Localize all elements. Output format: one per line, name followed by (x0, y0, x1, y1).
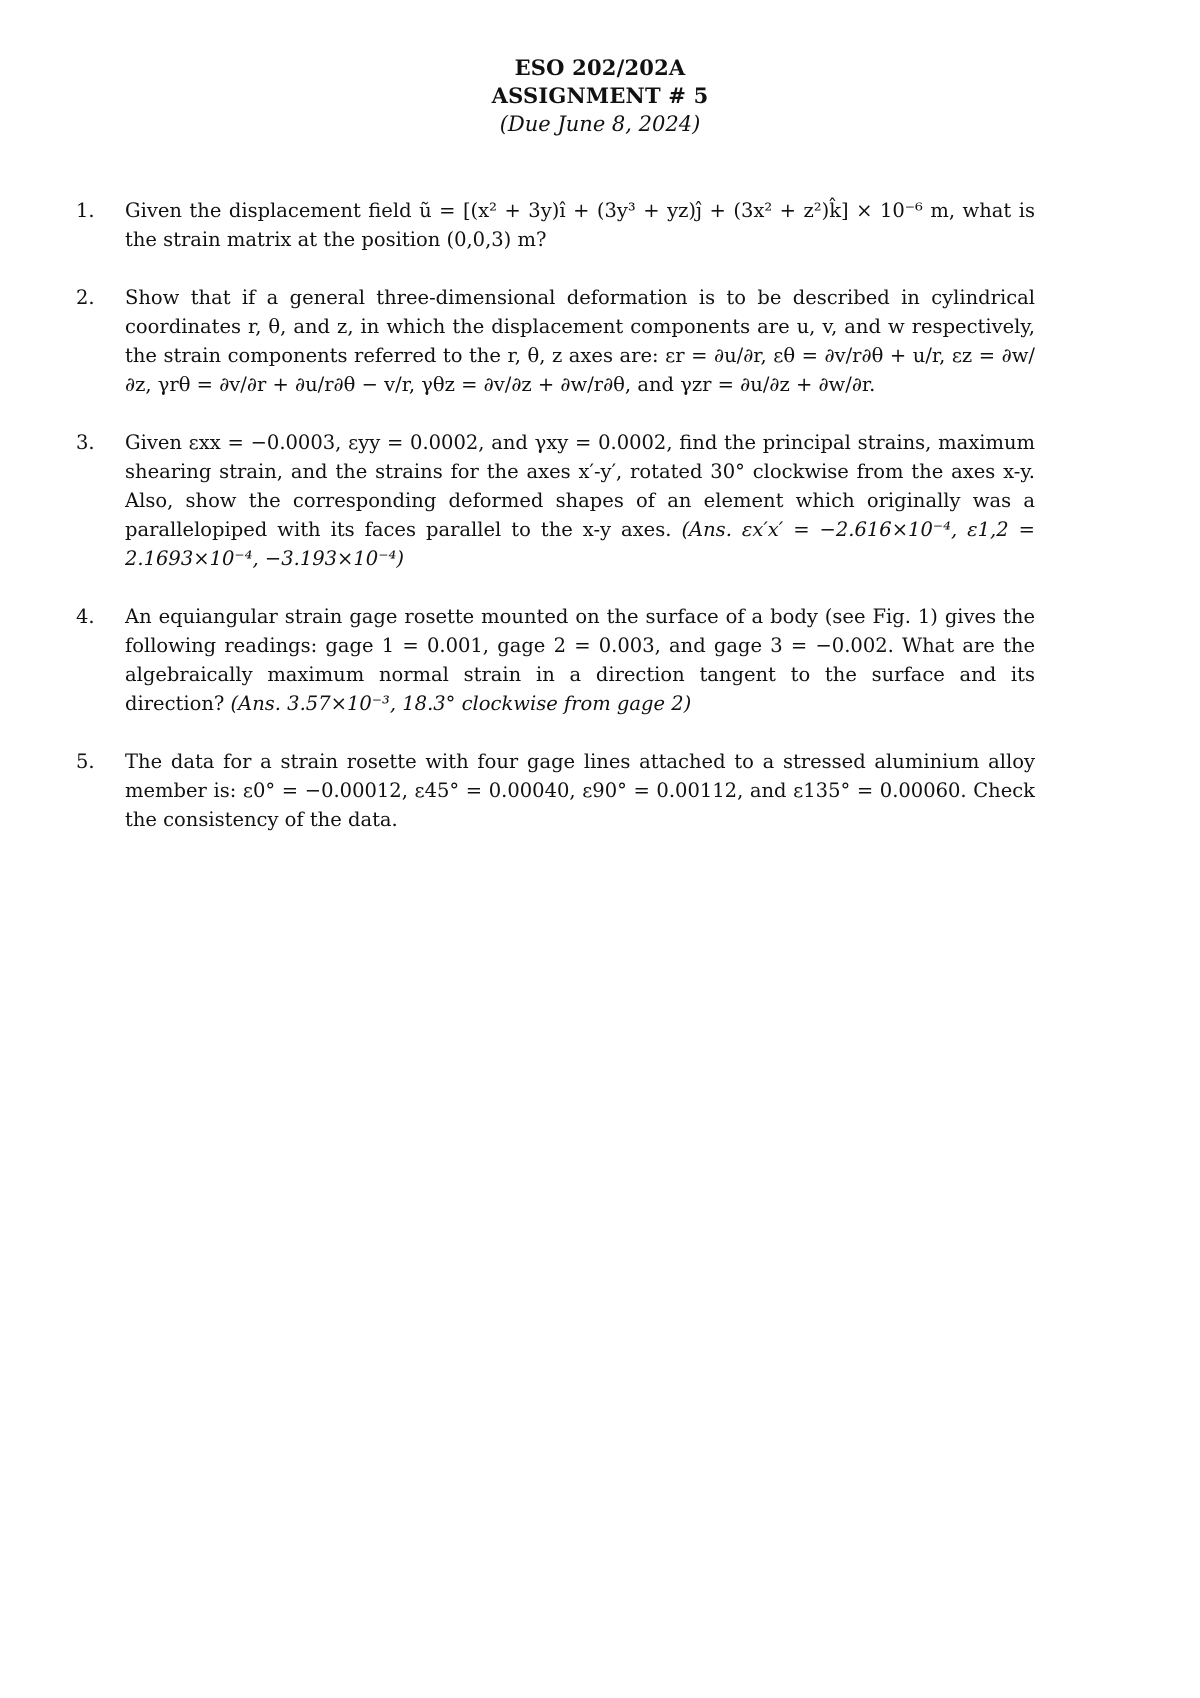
problem-text (125, 602, 1035, 718)
problem-number: 1. (76, 199, 95, 222)
problem-list (0, 196, 1200, 863)
problem-1 (0, 196, 1200, 254)
problem-4 (0, 602, 1200, 718)
problem-statement: An equiangular strain gage rosette mounted on the surface of a body (see Fig. 1) gives the following readings: gage 1 = 0.001, gage 2 = 0.003, and gage 3 = −0.002. What are the algebraically maximum normal strain in a direction tangent to the surface and its direction? (125, 605, 1035, 715)
assignment-title: ASSIGNMENT # 5 (491, 83, 709, 108)
problem-statement: Given εxx = −0.0003, εyy = 0.0002, and γxy = 0.0002, find the principal strains, maximum shearing strain, and the strains for the axes x′-y′, rotated 30° clockwise from the axes x-y. Also, show the corresponding deformed shapes of an element which originally was a parallelopiped with its faces parallel to the x-y axes. (125, 431, 1035, 541)
problem-number: 4. (76, 605, 95, 628)
problem-text (125, 283, 1035, 399)
course-code: ESO 202/202A (514, 55, 686, 80)
problem-number: 2. (76, 286, 95, 309)
problem-2 (0, 283, 1200, 399)
problem-number: 5. (76, 750, 95, 773)
answer-text: (Ans. εx′x′ = −2.616×10⁻⁴, ε1,2 = 2.1693×10⁻⁴, −3.193×10⁻⁴) (125, 518, 1035, 570)
problem-text (125, 428, 1035, 573)
problem-statement: Given the displacement field ũ = [(x² + 3y)î + (3y³ + yz)ĵ + (3x² + z²)k̂] × 10⁻⁶ m, what is the strain matrix at the position (0,0,3) m? (125, 199, 1035, 251)
answer-text: (Ans. 3.57×10⁻³, 18.3° clockwise from gage 2) (230, 692, 692, 715)
problem-statement: The data for a strain rosette with four gage lines attached to a stressed aluminium alloy member is: ε0° = −0.00012, ε45° = 0.00040, ε90° = 0.00112, and ε135° = 0.00060. Check the consistency of the data. (125, 750, 1035, 831)
problem-number: 3. (76, 431, 95, 454)
problem-text (125, 196, 1035, 254)
due-date: (Due June 8, 2024) (499, 112, 701, 136)
problem-5 (0, 747, 1200, 834)
problem-3 (0, 428, 1200, 573)
document-header (0, 54, 1200, 138)
problem-statement: Show that if a general three-dimensional deformation is to be described in cylindrical coordinates r, θ, and z, in which the displacement components are u, v, and w respectively, the strain components referred to the r, θ, z axes are: εr = ∂u/∂r, εθ = ∂v/r∂θ + u/r, εz = ∂w/∂z, γrθ = ∂v/∂r + ∂u/r∂θ − v/r, γθz = ∂v/∂z + ∂w/r∂θ, and γzr = ∂u/∂z + ∂w/∂r. (125, 286, 1035, 396)
problem-text (125, 747, 1035, 834)
